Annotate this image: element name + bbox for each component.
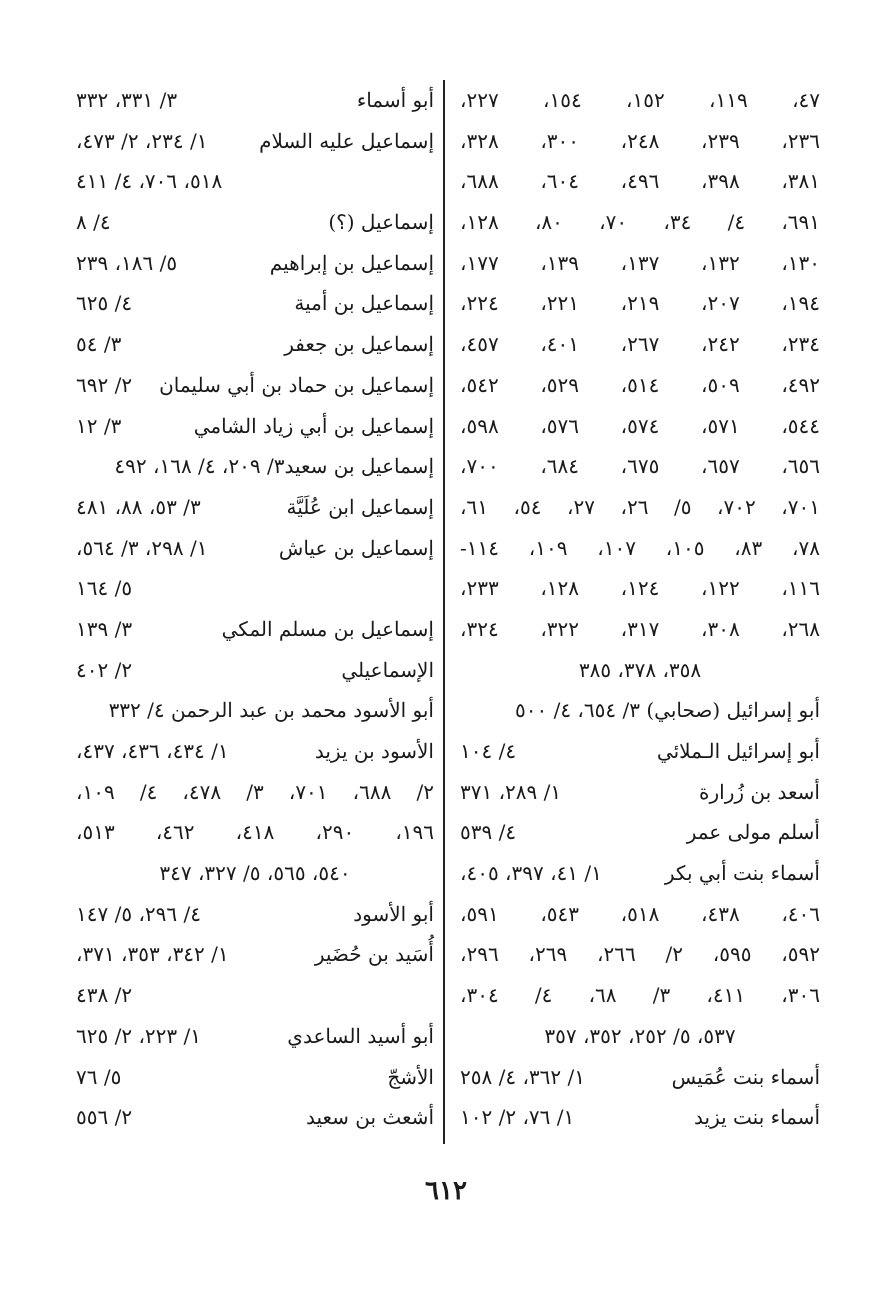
entry-continuation — [76, 853, 434, 894]
entry-continuation — [460, 568, 820, 609]
entry-references: ٢/ ٤٠٢ — [76, 657, 133, 682]
index-entry — [76, 528, 434, 569]
entry-continuation — [460, 365, 820, 406]
entry-references: ١/ ٢٢٣، ٢/ ٦٢٥ — [76, 1023, 201, 1048]
entry-name: أسماء بنت يزيد — [694, 1105, 820, 1130]
entry-name: إسماعيل ابن عُلَيَّة — [286, 494, 434, 519]
entry-continuation — [460, 528, 820, 569]
entry-continuation — [460, 324, 820, 365]
entry-name: إسماعيل بن إبراهيم — [269, 250, 434, 275]
index-entry — [76, 690, 434, 731]
index-entry — [76, 324, 434, 365]
index-entry — [76, 731, 434, 772]
index-entry — [76, 243, 434, 284]
entry-name: أبو أسيد الساعدي — [287, 1023, 434, 1048]
continuation-references: ٤٠٦، ٤٣٨، ٥١٨، ٥٤٣، ٥٩١، — [460, 901, 821, 926]
entry-name: أبو إسرائيل (صحابي) ٣/ ٦٥٤، ٤/ ٥٠٠ — [514, 698, 820, 723]
continuation-references: ٥٤٠، ٥٦٥، ٥/ ٣٢٧، ٣٤٧ — [159, 861, 351, 886]
continuation-references: ١٣٠، ١٣٢، ١٣٧، ١٣٩، ١٧٧، — [460, 250, 821, 275]
index-column-right — [460, 80, 820, 1138]
entry-continuation — [460, 243, 820, 284]
entry-continuation — [76, 772, 434, 813]
entry-continuation — [460, 487, 820, 528]
continuation-references: ٤٧، ١١٩، ١٥٢، ١٥٤، ٢٢٧، — [460, 88, 821, 112]
entry-continuation — [76, 568, 434, 609]
entry-continuation — [460, 121, 820, 162]
continuation-references: ٢٦٨، ٣٠٨، ٣١٧، ٣٢٢، ٣٢٤، — [460, 616, 821, 641]
continuation-references: ٣٠٦، ٤١١، ٣/ ٦٨، ٤/ ٣٠٤، — [460, 983, 820, 1008]
entry-name: أبو الأسود — [353, 901, 434, 926]
entry-continuation — [460, 975, 820, 1016]
entry-references: ٤/ ٥٣٩ — [460, 820, 517, 845]
continuation-references: ٢٣٦، ٢٣٩، ٢٤٨، ٣٠٠، ٣٢٨، — [460, 128, 821, 153]
entry-continuation — [460, 80, 820, 121]
index-entry — [76, 365, 434, 406]
entry-references: ١/ ٧٦، ٢/ ١٠٢ — [460, 1105, 575, 1130]
continuation-references: ٥/ ١٦٤ — [76, 576, 133, 601]
index-entry — [76, 1097, 434, 1138]
continuation-references: ٤٩٢، ٥٠٩، ٥١٤، ٥٢٩، ٥٤٢، — [460, 372, 821, 397]
entry-references: ١/ ٣٤٢، ٣٥٣، ٣٧١، — [76, 942, 229, 967]
entry-continuation — [460, 894, 820, 935]
entry-continuation — [460, 609, 820, 650]
entry-name: إسماعيل (؟) — [328, 210, 434, 235]
entry-continuation — [460, 406, 820, 447]
entry-name: أسماء بنت أبي بكر — [664, 861, 820, 886]
entry-references: ٣/ ١٢ — [76, 413, 122, 438]
index-entry — [76, 283, 434, 324]
entry-continuation — [460, 161, 820, 202]
entry-continuation — [460, 1016, 820, 1057]
index-entry — [76, 1057, 434, 1098]
index-entry — [76, 487, 434, 528]
index-entry — [76, 80, 434, 121]
index-column-left — [76, 80, 434, 1138]
page-number: ٦١٢ — [425, 1176, 467, 1206]
index-entry — [76, 406, 434, 447]
entry-name: أسلم مولى عمر — [686, 820, 820, 845]
entry-continuation — [460, 650, 820, 691]
entry-name: إسماعيل بن عياش — [278, 535, 434, 560]
entry-name: إسماعيل بن أمية — [294, 291, 434, 316]
index-entry — [76, 446, 434, 487]
entry-name: إسماعيل بن سعيد٣/ ٢٠٩، ٤/ ١٦٨، ٤٩٢ — [114, 454, 434, 479]
entry-references: ٤/ ١٠٤ — [460, 739, 517, 763]
index-entry — [460, 690, 820, 731]
index-entry — [76, 934, 434, 975]
continuation-references: ٣٥٨، ٣٧٨، ٣٨٥ — [578, 657, 702, 682]
entry-continuation — [76, 161, 434, 202]
entry-references: ٥/ ٧٦ — [76, 1064, 122, 1089]
index-entry — [460, 1057, 820, 1098]
entry-references: ٣/ ٥٤ — [76, 332, 122, 357]
entry-name: الإسماعيلي — [341, 657, 434, 682]
entry-name: إسماعيل بن مسلم المكي — [221, 616, 434, 641]
continuation-references: ٥٩٢، ٥٩٥، ٢/ ٢٦٦، ٢٦٩، ٢٩٦، — [460, 942, 820, 967]
entry-name: الأشجّ — [387, 1064, 434, 1089]
index-entry — [460, 772, 820, 813]
entry-references: ٥/ ١٨٦، ٢٣٩ — [76, 250, 178, 275]
entry-references: ٣/ ٣٣١، ٣٣٢ — [76, 88, 178, 112]
continuation-references: ٥٤٤، ٥٧١، ٥٧٤، ٥٧٦، ٥٩٨، — [460, 413, 821, 438]
entry-name: إسماعيل بن أبي زياد الشامي — [193, 413, 434, 438]
entry-name: أسماء بنت عُمَيس — [671, 1064, 820, 1089]
entry-name: الأسود بن يزيد — [314, 739, 434, 763]
entry-references: ١/ ٢٩٨، ٣/ ٥٦٤، — [76, 535, 208, 560]
entry-name: إسماعيل بن حماد بن أبي سليمان — [159, 372, 434, 397]
entry-references: ٤/ ٦٢٥ — [76, 291, 133, 316]
continuation-references: ٢٣٤، ٢٤٢، ٢٦٧، ٤٠١، ٤٥٧، — [460, 332, 821, 357]
entry-references: ١/ ٤١، ٣٩٧، ٤٠٥، — [460, 861, 602, 886]
index-entry — [460, 1097, 820, 1138]
continuation-references: ٢/ ٤٣٨ — [76, 983, 133, 1008]
column-divider — [443, 80, 445, 1144]
index-entry — [460, 731, 820, 772]
continuation-references: ٧٨، ٨٣، ١٠٥، ١٠٧، ١٠٩، ١١٤- — [460, 535, 820, 560]
index-entry — [76, 121, 434, 162]
continuation-references: ٥١٨، ٧٠٦، ٤/ ٤١١ — [76, 169, 223, 194]
entry-name: إسماعيل بن جعفر — [284, 332, 434, 357]
entry-name: أبو إسرائيل الـملائي — [656, 739, 820, 763]
continuation-references: ٥٣٧، ٥/ ٢٥٢، ٣٥٢، ٣٥٧ — [544, 1023, 736, 1048]
entry-references: ١/ ٢٨٩، ٣٧١ — [460, 779, 562, 804]
entry-continuation — [460, 283, 820, 324]
continuation-references: ٢/ ٦٨٨، ٧٠١، ٣/ ٤٧٨، ٤/ ١٠٩، — [76, 779, 434, 804]
continuation-references: ١٩٦، ٢٩٠، ٤١٨، ٤٦٢، ٥١٣، — [76, 820, 435, 845]
entry-name: أبو أسماء — [356, 88, 434, 112]
entry-continuation — [460, 446, 820, 487]
entry-continuation — [76, 812, 434, 853]
entry-references: ٤/ ٨ — [76, 210, 111, 235]
entry-references: ١/ ٤٣٤، ٤٣٦، ٤٣٧، — [76, 739, 229, 763]
entry-references: ٣/ ١٣٩ — [76, 616, 133, 641]
entry-continuation — [460, 202, 820, 243]
index-entry — [76, 609, 434, 650]
entry-references: ٢/ ٥٥٦ — [76, 1105, 133, 1130]
entry-references: ٢/ ٦٩٢ — [76, 372, 133, 397]
entry-continuation — [76, 975, 434, 1016]
index-entry — [460, 812, 820, 853]
entry-references: ١/ ٣٦٢، ٤/ ٢٥٨ — [460, 1064, 585, 1089]
entry-name: أسعد بن زُرارة — [699, 779, 820, 804]
index-entry — [76, 650, 434, 691]
continuation-references: ٧٠١، ٧٠٢، ٥/ ٢٦، ٢٧، ٥٤، ٦١، — [460, 494, 820, 519]
continuation-references: ٦٩١، ٤/ ٣٤، ٧٠، ٨٠، ١٢٨، — [460, 210, 821, 235]
entry-references: ١/ ٢٣٤، ٢/ ٤٧٣، — [76, 128, 208, 153]
entry-continuation — [460, 934, 820, 975]
entry-name: إسماعيل عليه السلام — [259, 128, 434, 153]
entry-name: أشعث بن سعيد — [305, 1105, 434, 1130]
entry-references: ٤/ ٢٩٦، ٥/ ١٤٧ — [76, 901, 201, 926]
index-entry — [76, 1016, 434, 1057]
entry-references: ٣/ ٥٣، ٨٨، ٤٨١ — [76, 494, 201, 519]
continuation-references: ١٩٤، ٢٠٧، ٢١٩، ٢٢١، ٢٢٤، — [460, 291, 821, 316]
entry-name: أبو الأسود محمد بن عبد الرحمن ٤/ ٣٣٢ — [108, 698, 434, 723]
continuation-references: ١١٦، ١٢٢، ١٢٤، ١٢٨، ٢٣٣، — [460, 576, 821, 601]
index-entry — [76, 894, 434, 935]
index-entry — [76, 202, 434, 243]
index-entry — [460, 853, 820, 894]
continuation-references: ٣٨١، ٣٩٨، ٤٩٦، ٦٠٤، ٦٨٨، — [460, 169, 821, 194]
entry-name: أُسَيد بن حُضَير — [314, 942, 434, 967]
continuation-references: ٦٥٦، ٦٥٧، ٦٧٥، ٦٨٤، ٧٠٠، — [460, 454, 821, 479]
